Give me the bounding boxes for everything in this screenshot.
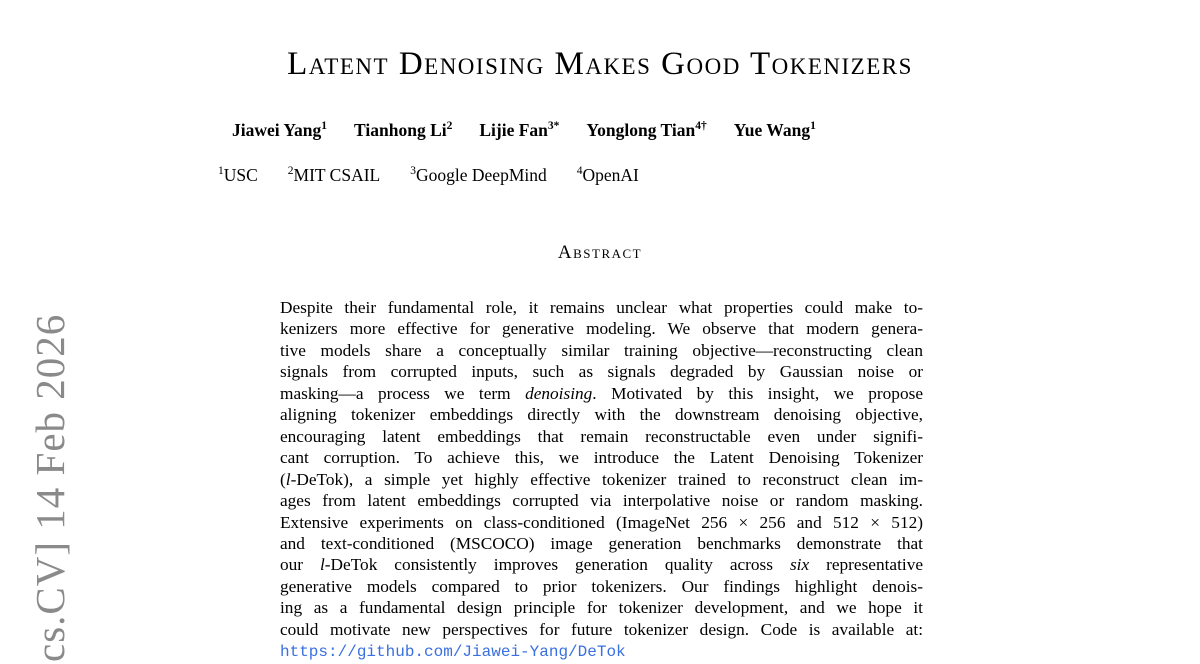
abstract-line: our l-DeTok consistently improves generation quality across six representative: [280, 555, 924, 575]
author: [232, 120, 327, 141]
author-name: Lijie Fan: [479, 120, 548, 140]
abstract-line: masking—a process we term denoising. Motivated by this insight, we propose: [280, 383, 923, 403]
author-name: Jiawei Yang: [232, 120, 322, 140]
affiliation-superscript: 1: [218, 165, 224, 178]
affiliation: [218, 165, 258, 186]
affiliation-name: Google DeepMind: [416, 165, 547, 185]
abstract-line: Extensive experiments on class-conditioned (ImageNet 256 × 256 and 512 × 512): [280, 512, 923, 532]
abstract-body: [280, 297, 923, 640]
code-link[interactable]: https://github.com/Jiawei-Yang/DeTok: [280, 643, 626, 662]
abstract-line: tive models share a conceptually similar training objective—reconstructing clean: [280, 340, 923, 360]
author-superscript: 3*: [547, 120, 560, 133]
abstract-line: (l-DeTok), a simple yet highly effective tokenizer trained to reconstruct clean im-: [280, 469, 923, 489]
affiliation-name: USC: [223, 165, 258, 185]
abstract-line: kenizers more effective for generative modeling. We observe that modern genera-: [280, 319, 923, 339]
author-superscript: 1: [810, 120, 816, 133]
author: [734, 120, 816, 141]
abstract-line: Despite their fundamental role, it remains unclear what properties could make to-: [280, 298, 923, 317]
abstract-line: ages from latent embeddings corrupted via interpolative noise or random masking.: [280, 491, 923, 511]
abstract-section: [280, 297, 923, 664]
author-name: Tianhong Li: [354, 120, 447, 140]
author-superscript: 1: [321, 120, 328, 133]
abstract-line: could motivate new perspectives for future tokenizer design. Code is available at:: [280, 619, 923, 639]
author-name: Yonglong Tian: [586, 120, 696, 140]
abstract-line: ing as a fundamental design principle for tokenizer development, and we hope it: [280, 598, 923, 618]
affiliation: [577, 165, 639, 186]
affiliation-name: OpenAI: [582, 165, 639, 185]
abstract-line: generative models compared to prior tokenizers. Our findings highlight denois-: [280, 576, 923, 596]
abstract-line: cant corruption. To achieve this, we introduce the Latent Denoising Tokenizer: [280, 448, 923, 468]
affiliation-name: MIT CSAIL: [293, 165, 381, 185]
author-list: [232, 120, 816, 141]
affiliation-superscript: 4: [576, 165, 583, 178]
author-superscript: 4†: [695, 120, 707, 133]
affiliation-list: [218, 165, 639, 186]
abstract-heading: Abstract: [557, 242, 643, 263]
author-superscript: 2: [446, 120, 453, 133]
author-name: Yue Wang: [733, 120, 811, 140]
abstract-line: aligning tokenizer embeddings directly with the downstream denoising objective,: [280, 405, 923, 425]
code-link-line: [280, 640, 923, 663]
arxiv-watermark: cs.CV] 14 Feb 2026: [27, 313, 73, 662]
author: [479, 120, 559, 141]
paper-title: Latent Denoising Makes Good Tokenizers: [287, 46, 913, 82]
abstract-line: and text-conditioned (MSCOCO) image generation benchmarks demonstrate that: [280, 533, 923, 553]
author: [354, 120, 452, 141]
affiliation: [288, 165, 380, 186]
abstract-line: encouraging latent embeddings that remain reconstructable even under signifi-: [280, 426, 923, 446]
affiliation-superscript: 2: [287, 165, 294, 178]
affiliation-superscript: 3: [410, 165, 416, 178]
affiliation: [410, 165, 547, 186]
author: [586, 120, 706, 141]
abstract-line: signals from corrupted inputs, such as signals degraded by Gaussian noise or: [280, 362, 923, 382]
